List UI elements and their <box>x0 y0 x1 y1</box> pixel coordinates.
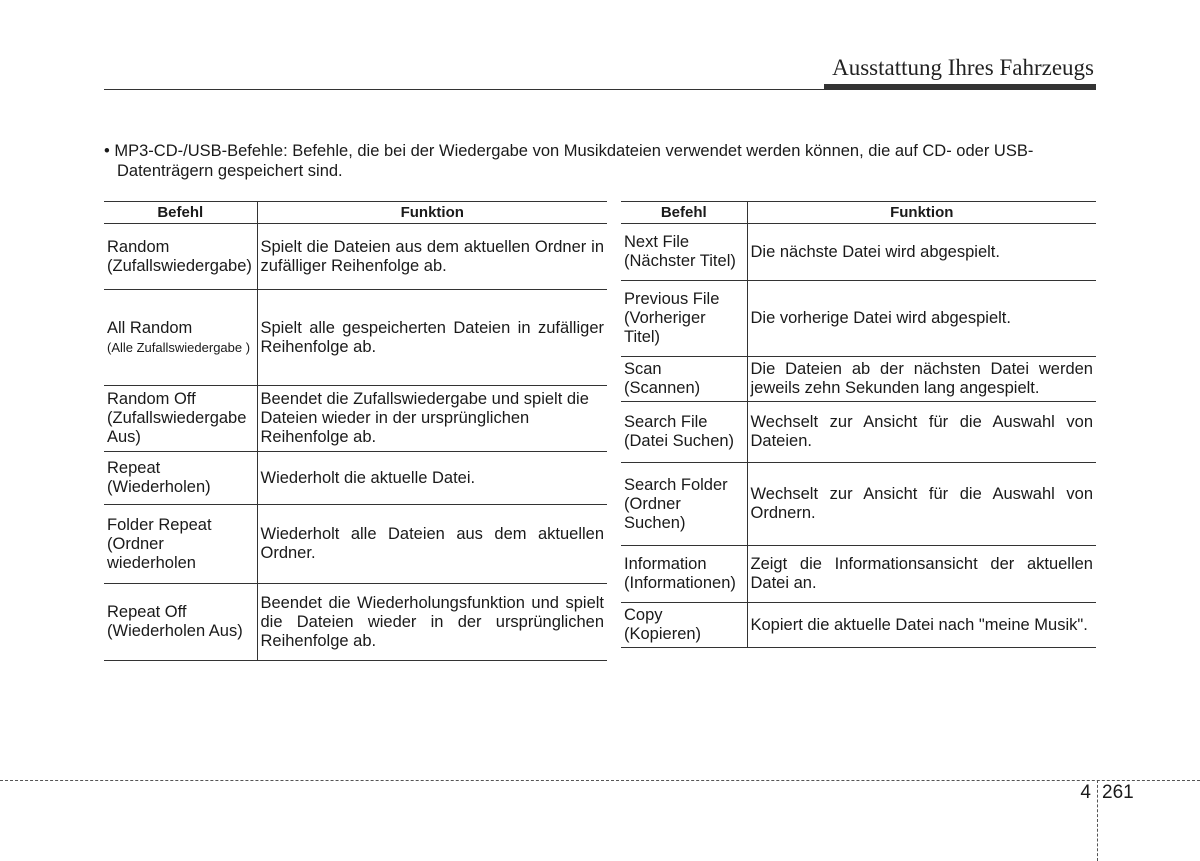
table-row <box>621 546 1096 603</box>
command-translation: (Kopieren) <box>624 625 702 643</box>
command-name: Copy <box>624 606 663 624</box>
command-translation: (Scannen) <box>624 379 701 397</box>
function-cell: Zeigt die Informationsansicht der aktuellen Datei an. <box>747 546 1096 603</box>
right-command-table <box>621 201 1096 648</box>
command-name: Folder Repeat <box>107 515 212 534</box>
table-row <box>621 402 1096 463</box>
command-cell <box>104 386 257 452</box>
command-name: Search Folder <box>624 475 728 494</box>
command-name: Information <box>624 555 707 573</box>
function-cell: Die Dateien ab der nächsten Datei werden jeweils zehn Sekunden lang angespielt. <box>747 357 1096 402</box>
page-number: 261 <box>1102 782 1134 803</box>
table-row <box>104 386 607 452</box>
command-translation: (Vorheriger Titel) <box>624 309 706 346</box>
command-name: Previous File <box>624 290 720 308</box>
command-name: Random <box>107 237 170 256</box>
command-cell <box>621 603 747 648</box>
chapter-number: 4 <box>1080 782 1091 803</box>
command-translation: (Zufallswiedergabe Aus) <box>107 409 247 446</box>
header-rule-accent <box>824 84 1096 90</box>
table-header-row <box>104 202 607 224</box>
table-row <box>104 505 607 584</box>
function-cell: Beendet die Wiederholungsfunktion und spielt die Dateien wieder in der ursprünglichen Reihenfolge ab. <box>257 584 607 661</box>
command-cell <box>104 290 257 386</box>
table-row <box>621 281 1096 357</box>
command-translation: (Wiederholen) <box>107 478 211 496</box>
command-cell <box>621 224 747 281</box>
function-cell: Wiederholt die aktuelle Datei. <box>257 452 607 505</box>
function-cell: Beendet die Zufallswiedergabe und spielt die Dateien wieder in der ursprünglichen Reihenfolge ab. <box>257 386 607 452</box>
table-row <box>621 463 1096 546</box>
command-cell <box>621 546 747 603</box>
table-row <box>621 603 1096 648</box>
command-translation: (Datei Suchen) <box>624 432 735 450</box>
table-row <box>104 452 607 505</box>
table-row <box>104 584 607 661</box>
command-cell <box>621 281 747 357</box>
table-row <box>621 224 1096 281</box>
command-translation: (Zufallswiedergabe) <box>107 256 252 275</box>
command-cell <box>104 505 257 584</box>
column-header-befehl: Befehl <box>104 202 257 224</box>
command-cell <box>104 224 257 290</box>
command-translation: (Informationen) <box>624 574 736 592</box>
column-header-funktion: Funktion <box>747 202 1096 224</box>
column-header-funktion: Funktion <box>257 202 607 224</box>
command-cell <box>621 357 747 402</box>
command-translation: (Ordner Suchen) <box>624 494 686 532</box>
function-cell: Die nächste Datei wird abgespielt. <box>747 224 1096 281</box>
command-name: Search File <box>624 413 708 431</box>
command-translation: (Ordner wiederholen <box>107 534 196 572</box>
function-cell: Die vorherige Datei wird abgespielt. <box>747 281 1096 357</box>
left-command-table <box>104 201 607 661</box>
command-name: Repeat Off <box>107 603 187 621</box>
command-cell <box>104 452 257 505</box>
function-cell: Spielt alle gespeicherten Dateien in zufälliger Reihenfolge ab. <box>257 290 607 386</box>
footer-divider <box>0 780 1200 781</box>
command-cell <box>104 584 257 661</box>
command-cell <box>621 402 747 463</box>
page-header-title: Ausstattung Ihres Fahrzeugs <box>832 55 1094 80</box>
intro-bullet-text: • MP3-CD-/USB-Befehle: Befehle, die bei der Wiedergabe von Musikdateien verwendet werden können, die auf CD- oder USB-Datenträgern gespeichert sind. <box>104 142 1034 180</box>
function-cell: Kopiert die aktuelle Datei nach "meine Musik". <box>747 603 1096 648</box>
command-name: Random Off <box>107 390 196 408</box>
command-cell <box>621 463 747 546</box>
command-name: Scan <box>624 360 662 378</box>
command-translation: (Nächster Titel) <box>624 252 736 270</box>
command-name: All Random <box>107 318 193 337</box>
footer-page-divider <box>1097 780 1098 861</box>
command-translation: (Wiederholen Aus) <box>107 622 243 640</box>
command-translation: (Alle Zufallswiedergabe ) <box>107 339 251 355</box>
table-row <box>104 290 607 386</box>
table-header-row <box>621 202 1096 224</box>
command-name: Next File <box>624 233 690 251</box>
command-name: Repeat <box>107 459 161 477</box>
function-cell: Wiederholt alle Dateien aus dem aktuellen Ordner. <box>257 505 607 584</box>
table-row <box>104 224 607 290</box>
table-row <box>621 357 1096 402</box>
function-cell: Wechselt zur Ansicht für die Auswahl von Dateien. <box>747 402 1096 463</box>
function-cell: Spielt die Dateien aus dem aktuellen Ordner in zufälliger Reihenfolge ab. <box>257 224 607 290</box>
function-cell: Wechselt zur Ansicht für die Auswahl von Ordnern. <box>747 463 1096 546</box>
column-header-befehl: Befehl <box>621 202 747 224</box>
